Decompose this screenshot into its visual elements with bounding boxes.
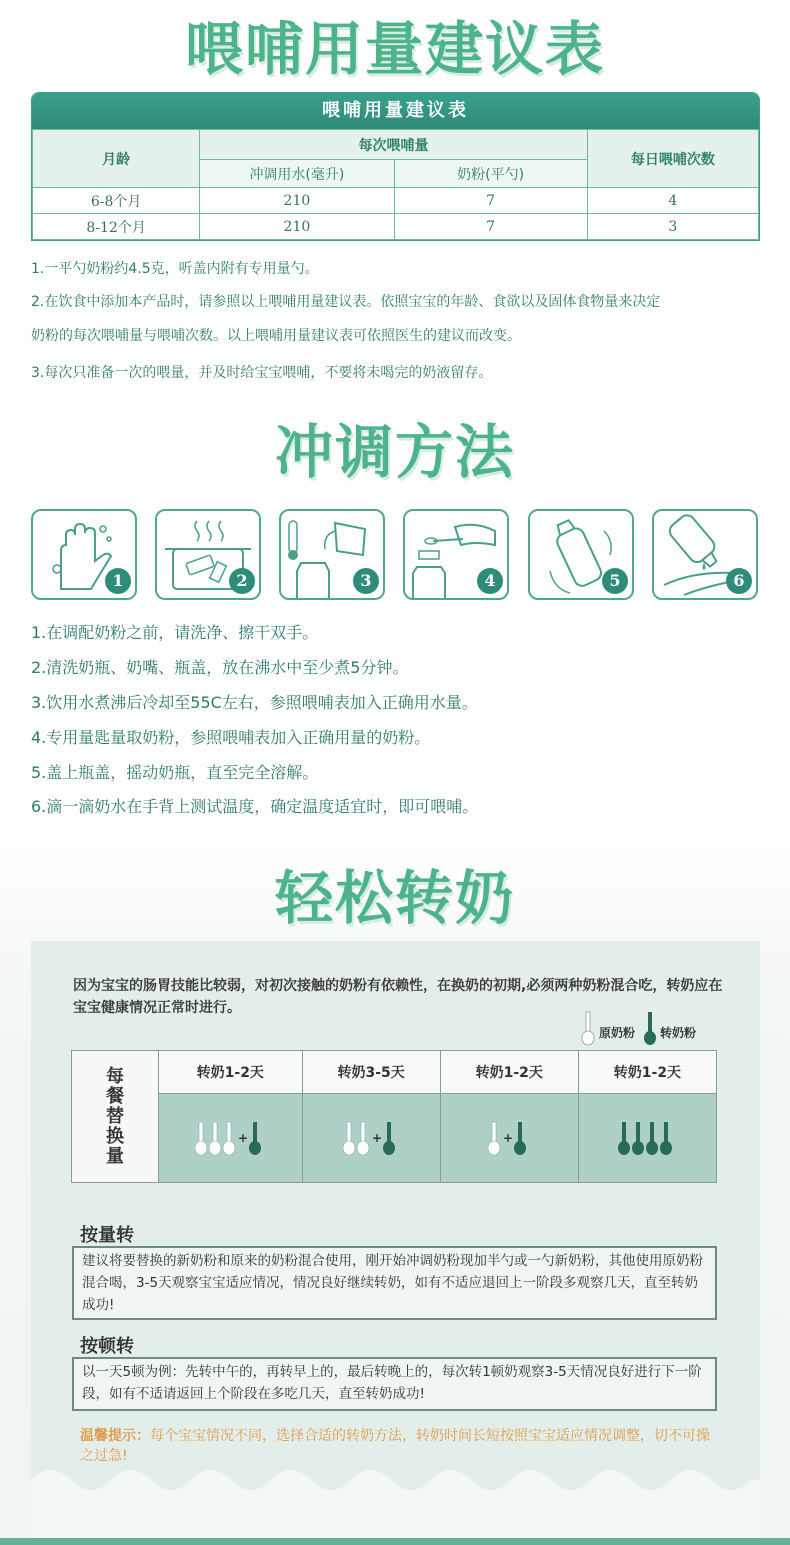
phase-label: 转奶1-2天 [578, 1051, 716, 1094]
col-water: 冲调用水(毫升) [200, 160, 394, 188]
new-formula-spoon-icon [383, 1122, 395, 1155]
step-6-illustration [652, 509, 758, 600]
tip-label: 温馨提示： [80, 1428, 150, 1444]
by-amount-text: 建议将要替换的新奶粉和原来的奶粉混合使用，刚开始冲调奶粉现加半勺或一勺新奶粉，其他使用原奶粉混合喝，3-5天观察宝宝适应情况，情况良好继续转奶，如有不适应退回上一阶段多观察几天，直至转奶成功! [72, 1246, 717, 1320]
by-meal-text: 以一天5顿为例：先转中午的，再转早上的，最后转晚上的，每次转1顿奶观察3-5天情况良好进行下一阶段，如有不适请返回上个阶段在多吃几天，直至转奶成功! [72, 1357, 717, 1411]
feeding-table [31, 92, 760, 241]
row-daily: 3 [587, 214, 758, 240]
new-formula-spoon-icon [514, 1122, 526, 1155]
plus-sign: + [238, 1131, 249, 1145]
step-3-illustration [279, 509, 385, 600]
section-title-preparation: 冲调方法 [274, 418, 515, 486]
step-4-illustration [403, 509, 509, 600]
new-formula-spoon-icon [660, 1122, 672, 1155]
step-number: 6 [726, 568, 752, 594]
section-title-feeding: 喂哺用量建议表 [184, 15, 605, 83]
prep-step-2: 2.清洗奶瓶、奶嘴、瓶盖，放在沸水中至少煮5分钟。 [31, 658, 409, 677]
legend-old: 原奶粉 [599, 1026, 636, 1040]
col-per-feed: 每次喂哺量 [200, 130, 587, 160]
col-age: 月龄 [33, 130, 200, 188]
new-formula-spoon-icon [642, 1010, 658, 1046]
step-1-illustration [31, 509, 137, 600]
row-powder: 7 [394, 188, 587, 214]
plus-sign: + [372, 1131, 383, 1145]
spoon-group [488, 1118, 530, 1158]
phase-label: 转奶3-5天 [302, 1051, 440, 1094]
spoon-group [618, 1118, 676, 1158]
switching-table [71, 1050, 717, 1183]
step-number: 1 [105, 568, 131, 594]
decorative-wave [31, 1460, 760, 1545]
legend-new: 转奶粉 [660, 1026, 697, 1040]
step-5-illustration [528, 509, 634, 600]
old-formula-spoon-icon [357, 1122, 369, 1155]
step-2-illustration [155, 509, 261, 600]
plus-sign: + [503, 1131, 514, 1145]
row-water: 210 [200, 214, 394, 240]
spoon-group [343, 1118, 399, 1158]
phase-spoons [578, 1094, 716, 1183]
prep-step-1: 1.在调配奶粉之前，请洗净、擦干双手。 [31, 623, 319, 642]
by-amount-title: 按量转 [80, 1225, 134, 1246]
phase-spoons [440, 1094, 578, 1183]
step-number: 3 [353, 568, 379, 594]
old-formula-spoon-icon [195, 1122, 207, 1155]
old-formula-spoon-icon [209, 1122, 221, 1155]
feeding-table-header: 喂哺用量建议表 [32, 93, 759, 129]
table-row [33, 188, 759, 214]
phase-label: 转奶1-2天 [159, 1051, 303, 1094]
new-formula-spoon-icon [646, 1122, 658, 1155]
col-powder: 奶粉(平勺) [394, 160, 587, 188]
row-powder: 7 [394, 214, 587, 240]
step-number: 4 [477, 568, 503, 594]
spoon-group [195, 1118, 265, 1158]
tip-text: 每个宝宝情况不同，选择合适的转奶方法，转奶时间长短按照宝宝适应情况调整，切不可操之过急! [80, 1428, 710, 1464]
bottom-bar [0, 1538, 790, 1545]
new-formula-spoon-icon [618, 1122, 630, 1155]
row-water: 210 [200, 188, 394, 214]
col-daily: 每日喂哺次数 [587, 130, 758, 188]
old-formula-spoon-icon [580, 1010, 596, 1046]
note-2: 2.在饮食中添加本产品时，请参照以上喂哺用量建议表。依照宝宝的年龄、食欲以及固体食物量来决定 [31, 294, 661, 310]
new-formula-spoon-icon [632, 1122, 644, 1155]
step-number: 2 [229, 568, 255, 594]
row-age: 6-8个月 [33, 188, 200, 214]
note-3: 3.每次只准备一次的喂量，并及时给宝宝喂哺，不要将未喝完的奶液留存。 [31, 365, 493, 381]
prep-step-5: 5.盖上瓶盖，摇动奶瓶，直至完全溶解。 [31, 763, 319, 782]
phase-label: 转奶1-2天 [440, 1051, 578, 1094]
prep-step-3: 3.饮用水煮沸后冷却至55C左右，参照喂哺表加入正确用水量。 [31, 693, 478, 712]
new-formula-spoon-icon [249, 1122, 261, 1155]
phase-spoons [302, 1094, 440, 1183]
old-formula-spoon-icon [488, 1122, 500, 1155]
phase-spoons [159, 1094, 303, 1183]
old-formula-spoon-icon [223, 1122, 235, 1155]
note-2-cont: 奶粉的每次喂哺量与喂哺次数。以上喂哺用量建议表可依照医生的建议而改变。 [31, 328, 521, 344]
row-daily: 4 [587, 188, 758, 214]
switching-intro: 因为宝宝的肠胃技能比较弱，对初次接触的奶粉有依赖性，在换奶的初期,必须两种奶粉混合吃，转奶应在宝宝健康情况正常时进行。 [73, 978, 723, 1016]
row-label-text: 每餐替换量 [106, 1065, 124, 1167]
note-1: 1.一平勺奶粉约4.5克，听盖内附有专用量勺。 [31, 261, 319, 277]
row-age: 8-12个月 [33, 214, 200, 240]
row-label [72, 1051, 159, 1183]
by-meal-title: 按顿转 [80, 1336, 134, 1357]
section-title-switching: 轻松转奶 [274, 864, 515, 932]
prep-step-4: 4.专用量匙量取奶粉，参照喂哺表加入正确用量的奶粉。 [31, 728, 431, 747]
prep-step-6: 6.滴一滴奶水在手背上测试温度，确定温度适宜时，即可喂哺。 [31, 797, 479, 816]
table-row [33, 214, 759, 240]
old-formula-spoon-icon [343, 1122, 355, 1155]
step-number: 5 [602, 568, 628, 594]
